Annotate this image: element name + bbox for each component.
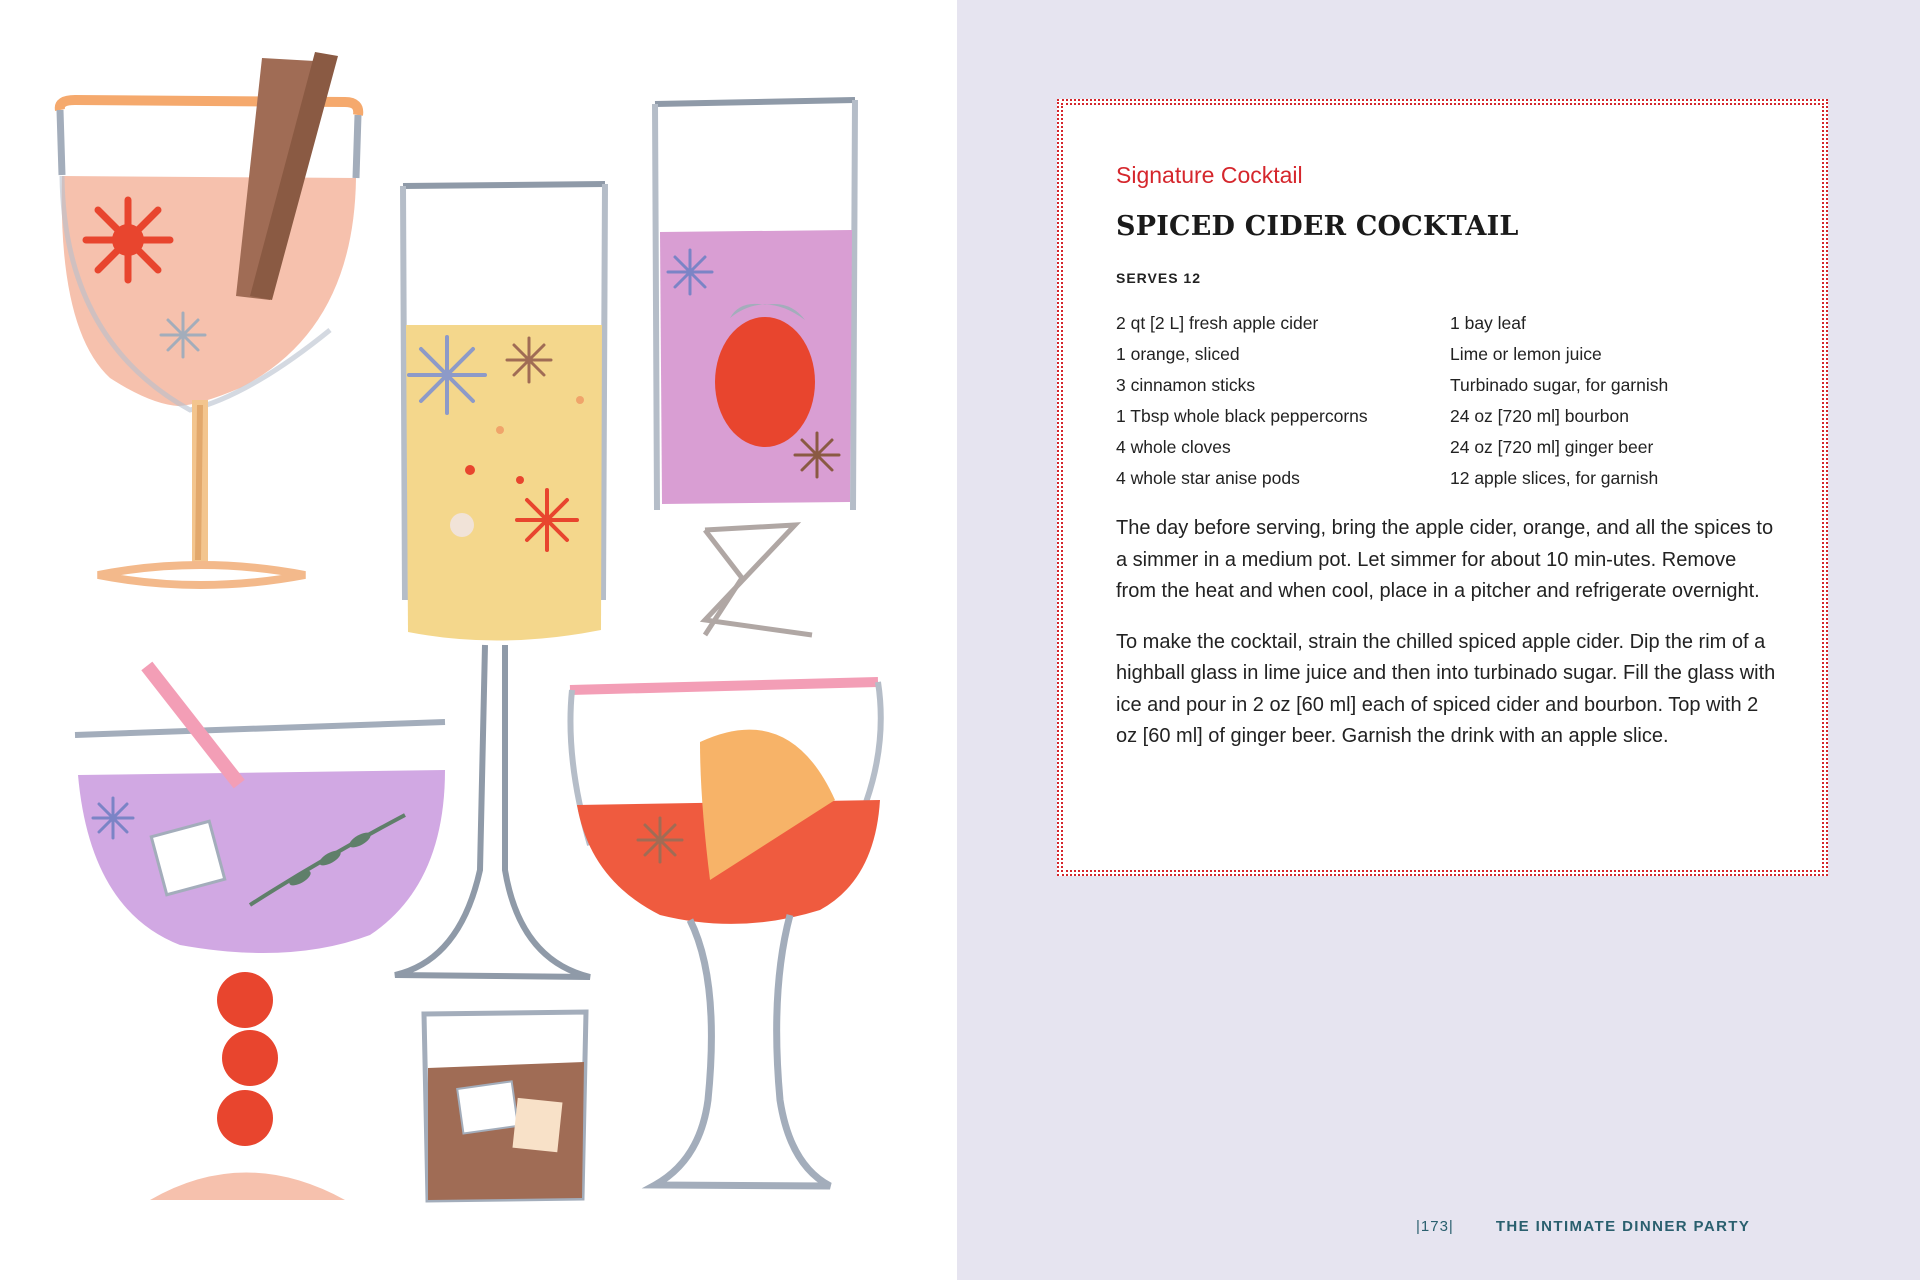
instructions-paragraph: The day before serving, bring the apple cider, orange, and all the spices to a simmer in a medium pot. Let simmer for about 10 min-utes. Remove from the heat and when cool, place in a pitcher and refrigerate overnight.	[1116, 517, 1774, 602]
servings: SERVES 12	[1116, 270, 1202, 286]
recipe-title: SPICED CIDER COCKTAIL	[1116, 211, 1519, 242]
instructions-paragraph: To make the cocktail, strain the chilled spiced apple cider. Dip the rim of a highball glass in lime juice and then into turbinado sugar. Fill the glass with ice and pour in 2 oz [60 ml] each of spiced cider and bourbon. Top with 2 oz [60 ml] of ginger beer. Garnish the drink with an apple slice.	[1116, 630, 1776, 747]
ingredients-list	[1116, 308, 1776, 494]
rocks-glass-brown	[424, 1012, 586, 1200]
illustration-page	[0, 0, 957, 1280]
ingredients-column-left	[1116, 308, 1450, 494]
wine-glass-red-orange	[570, 682, 881, 1186]
cocktail-illustration	[0, 0, 957, 1280]
ingredient-item: Lime or lemon juice	[1450, 344, 1602, 364]
coupe-glass-lavender	[75, 662, 445, 1200]
ingredient-item: 1 bay leaf	[1450, 313, 1526, 333]
page-number: |173|	[1416, 1218, 1454, 1235]
ingredient-item: 2 qt [2 L] fresh apple cider	[1116, 313, 1319, 333]
running-head: THE INTIMATE DINNER PARTY	[1495, 1218, 1751, 1235]
recipe-content	[1116, 164, 1776, 753]
recipe-card	[1057, 99, 1828, 876]
ingredient-item: 12 apple slices, for garnish	[1450, 468, 1659, 488]
ingredient-item: 24 oz [720 ml] ginger beer	[1450, 437, 1654, 457]
ingredients-column-right	[1450, 308, 1750, 494]
tall-glass-purple-strawberry	[655, 100, 855, 635]
ingredient-item: 4 whole star anise pods	[1116, 468, 1300, 488]
recipe-kicker: Signature Cocktail	[1116, 162, 1303, 188]
coupe-glass-pink	[60, 52, 358, 585]
ingredient-item: 24 oz [720 ml] bourbon	[1450, 406, 1630, 426]
ingredient-item: 1 Tbsp whole black peppercorns	[1116, 406, 1368, 426]
ingredient-item: 4 whole cloves	[1116, 437, 1231, 457]
recipe-page	[957, 0, 1920, 1280]
ingredient-item: Turbinado sugar, for garnish	[1450, 375, 1669, 395]
page-footer	[1416, 1218, 1750, 1235]
ingredient-item: 3 cinnamon sticks	[1116, 375, 1256, 395]
ingredient-item: 1 orange, sliced	[1116, 344, 1240, 364]
